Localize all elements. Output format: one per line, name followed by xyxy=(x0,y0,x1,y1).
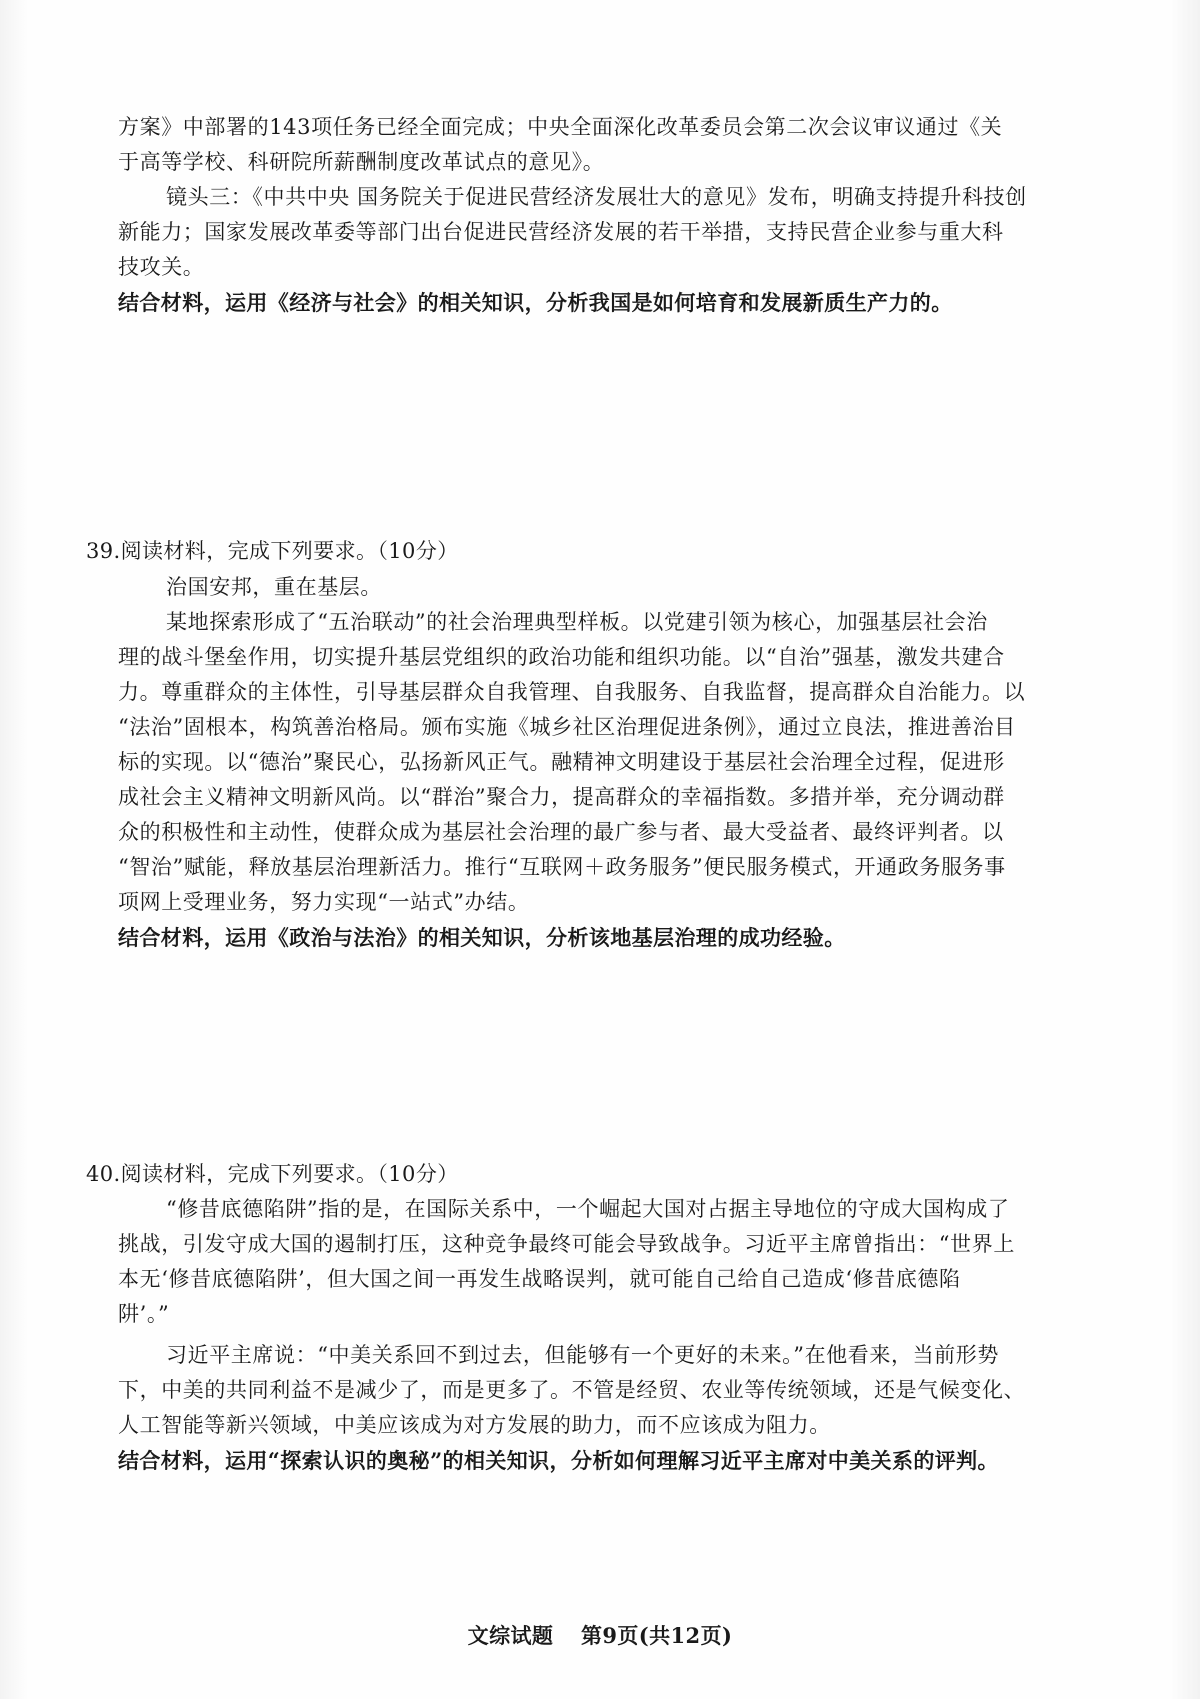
q38-line-1: 方案》中部署的143项任务已经全面完成；中央全面深化改革委员会第二次会议审议通过《关 xyxy=(118,115,1003,139)
q38-line-2: 于高等学校、科研院所薪酬制度改革试点的意见》。 xyxy=(118,150,605,174)
q40-para2-line-1: 习近平主席说：“中美关系回不到过去，但能够有一个更好的未来。”在他看来，当前形势 xyxy=(166,1343,999,1367)
q40-para1-line-3: 本无‘修昔底德陷阱’，但大国之间一再发生战略误判，就可能自己给自己造成‘修昔底德陷 xyxy=(118,1267,961,1291)
q39-body-line-7: 众的积极性和主动性，使群众成为基层社会治理的最广参与者、最大受益者、最终评判者。以 xyxy=(118,820,1004,844)
q39-task: 结合材料，运用《政治与法治》的相关知识，分析该地基层治理的成功经验。 xyxy=(118,925,846,950)
q40-heading: 40.阅读材料，完成下列要求。（10分） xyxy=(86,1162,459,1186)
q39-body-line-9: 项网上受理业务，努力实现“一站式”办结。 xyxy=(118,890,530,914)
q39-body-line-1: 某地探索形成了“五治联动”的社会治理典型样板。以党建引领为核心，加强基层社会治 xyxy=(166,610,988,634)
q40-para1-line-4: 阱’。” xyxy=(118,1302,170,1326)
q39-body-line-4: “法治”固根本，构筑善治格局。颁布实施《城乡社区治理促进条例》，通过立良法，推进善治目 xyxy=(118,715,1016,739)
q38-shot3-line-1: 镜头三：《中共中央 国务院关于促进民营经济发展壮大的意见》发布，明确支持提升科技创 xyxy=(166,185,1027,209)
q38-material xyxy=(118,110,1096,320)
q39-body-line-2: 理的战斗堡垒作用，切实提升基层党组织的政治功能和组织功能。以“自治”强基，激发共建合 xyxy=(118,645,1005,669)
q40-para1-line-2: 挑战，引发守成大国的遏制打压，这种竞争最终可能会导致战争。习近平主席曾指出：“世界上 xyxy=(118,1232,1015,1256)
q38-task: 结合材料，运用《经济与社会》的相关知识，分析我国是如何培育和发展新质生产力的。 xyxy=(118,290,953,315)
q40-para2-line-3: 人工智能等新兴领域，中美应该成为对方发展的助力，而不应该成为阻力。 xyxy=(118,1413,831,1437)
q38-shot3-line-2: 新能力；国家发展改革委等部门出台促进民营经济发展的若干举措，支持民营企业参与重大科 xyxy=(118,220,1004,244)
q40-material xyxy=(118,1192,1096,1478)
q39-heading: 39.阅读材料，完成下列要求。（10分） xyxy=(86,539,459,563)
footer-page-number: 第9页(共12页) xyxy=(581,1623,733,1648)
q39-material xyxy=(118,570,1096,955)
q39-body-line-8: “智治”赋能，释放基层治理新活力。推行“互联网＋政务服务”便民服务模式，开通政务服务事 xyxy=(118,855,1006,879)
q39-body-line-6: 成社会主义精神文明新风尚。以“群治”聚合力，提高群众的幸福指数。多措并举，充分调动群 xyxy=(118,785,1005,809)
q38-shot3-line-3: 技攻关。 xyxy=(118,255,205,279)
footer-subject: 文综试题 xyxy=(467,1623,554,1648)
q40-para1-line-1: “修昔底德陷阱”指的是，在国际关系中，一个崛起大国对占据主导地位的守成大国构成了 xyxy=(166,1197,1010,1221)
page-footer xyxy=(0,1620,1200,1650)
q39-body-line-3: 力。尊重群众的主体性，引导基层群众自我管理、自我服务、自我监督，提高群众自治能力。以 xyxy=(118,680,1026,704)
q39-body-line-5: 标的实现。以“德治”聚民心，弘扬新风正气。融精神文明建设于基层社会治理全过程，促进形 xyxy=(118,750,1005,774)
q39-intro: 治国安邦，重在基层。 xyxy=(166,575,382,599)
q40-task: 结合材料，运用“探索认识的奥秘”的相关知识，分析如何理解习近平主席对中美关系的评判。 xyxy=(118,1448,999,1473)
q40-para2-line-2: 下，中美的共同利益不是减少了，而是更多了。不管是经贸、农业等传统领域，还是气候变化、 xyxy=(118,1378,1026,1402)
